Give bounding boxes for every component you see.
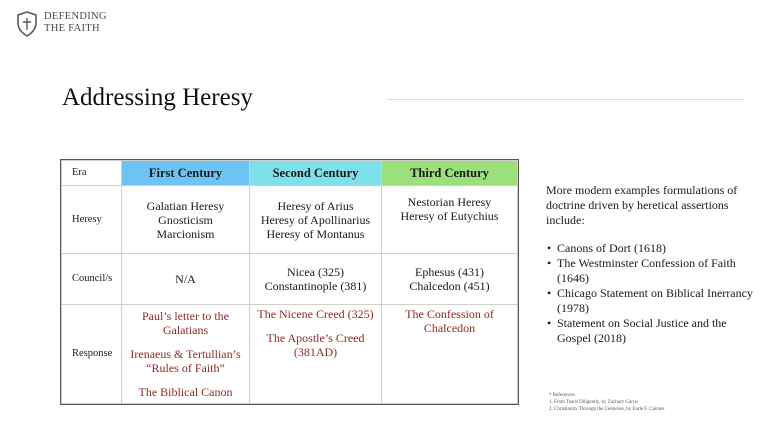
- cell-heresy-third: [382, 186, 518, 254]
- era-label: Era: [62, 161, 122, 186]
- table-row-council: [62, 254, 518, 305]
- brand-logo: [16, 11, 107, 37]
- cell-response-second: [250, 305, 382, 404]
- cell-line: Chalcedon (451): [409, 279, 490, 293]
- cell-heresy-second: [250, 186, 382, 254]
- cell-line: Chalcedon: [423, 321, 476, 335]
- shield-icon: [16, 11, 38, 37]
- cell-line: (381AD): [293, 345, 338, 359]
- row-label-heresy: Heresy: [62, 186, 122, 254]
- modern-examples-list: [546, 241, 758, 346]
- cell-line: Paul’s letter to the: [142, 309, 229, 323]
- header-third-century: Third Century: [382, 161, 518, 186]
- cell-line: The Biblical Canon: [138, 385, 233, 399]
- table-row-heresy: [62, 186, 518, 254]
- cell-line: “Rules of Faith”: [146, 361, 225, 375]
- references: [549, 392, 664, 413]
- list-item: • Canons of Dort (1618): [557, 241, 758, 256]
- cell-line: Ephesus (431): [415, 265, 484, 279]
- cell-council-third: [382, 254, 518, 305]
- cell-council-first: N/A: [122, 254, 250, 305]
- modern-examples-panel: [546, 183, 758, 346]
- cell-line: Marcionism: [156, 226, 215, 241]
- cell-line: The Nicene Creed (325): [257, 307, 374, 321]
- header-second-century: Second Century: [250, 161, 382, 186]
- references-heading: * References: [549, 393, 575, 398]
- cell-line: Nicea (325): [287, 265, 344, 279]
- spacer: [252, 321, 379, 331]
- list-item: • Chicago Statement on Biblical Inerrancy (1978): [557, 286, 758, 316]
- list-item: • The Westminster Confession of Faith (1646): [557, 256, 758, 286]
- cell-line: Constantinople (381): [264, 279, 367, 293]
- cell-line: Heresy of Apollinarius: [260, 212, 371, 227]
- cell-line: Gnosticism: [158, 212, 213, 227]
- modern-examples-intro: More modern examples formulations of doctrine driven by heretical assertions include:: [546, 183, 738, 227]
- reference-item: 2. Christianity Through the Centuries, by Earle F. Cairnes: [549, 407, 665, 412]
- cell-line: Galatian Heresy: [146, 198, 225, 213]
- cell-line: Heresy of Montanus: [266, 226, 365, 241]
- list-item: • Statement on Social Justice and the Gospel (2018): [557, 316, 758, 346]
- cell-line: Heresy of Eutychius: [400, 209, 499, 223]
- spacer: [124, 337, 247, 347]
- row-label-response: Response: [62, 305, 122, 404]
- brand-line-1: DEFENDING: [44, 11, 107, 22]
- cell-council-second: [250, 254, 382, 305]
- cell-line: Nestorian Heresy: [407, 195, 492, 209]
- row-label-council: Council/s: [62, 254, 122, 305]
- header-first-century: First Century: [122, 161, 250, 186]
- cell-line: Heresy of Arius: [277, 198, 354, 213]
- cell-response-first: [122, 305, 250, 404]
- cell-line: Galatians: [162, 323, 209, 337]
- brand-line-2: THE FAITH: [44, 23, 100, 34]
- table-row-response: [62, 305, 518, 404]
- cell-heresy-first: [122, 186, 250, 254]
- cell-line: The Apostle’s Creed: [266, 331, 365, 345]
- table-header-row: [62, 161, 518, 186]
- cell-response-third: [382, 305, 518, 404]
- slide-title: Addressing Heresy: [62, 84, 253, 111]
- cell-line: The Confession of: [405, 307, 494, 321]
- reference-item: 1. From Teach Diligently, by Zachary Garris: [549, 400, 638, 405]
- cell-line: Irenaeus & Tertullian’s: [130, 347, 241, 361]
- spacer: [124, 375, 247, 385]
- title-divider: [387, 99, 745, 100]
- heresy-table: [61, 160, 518, 404]
